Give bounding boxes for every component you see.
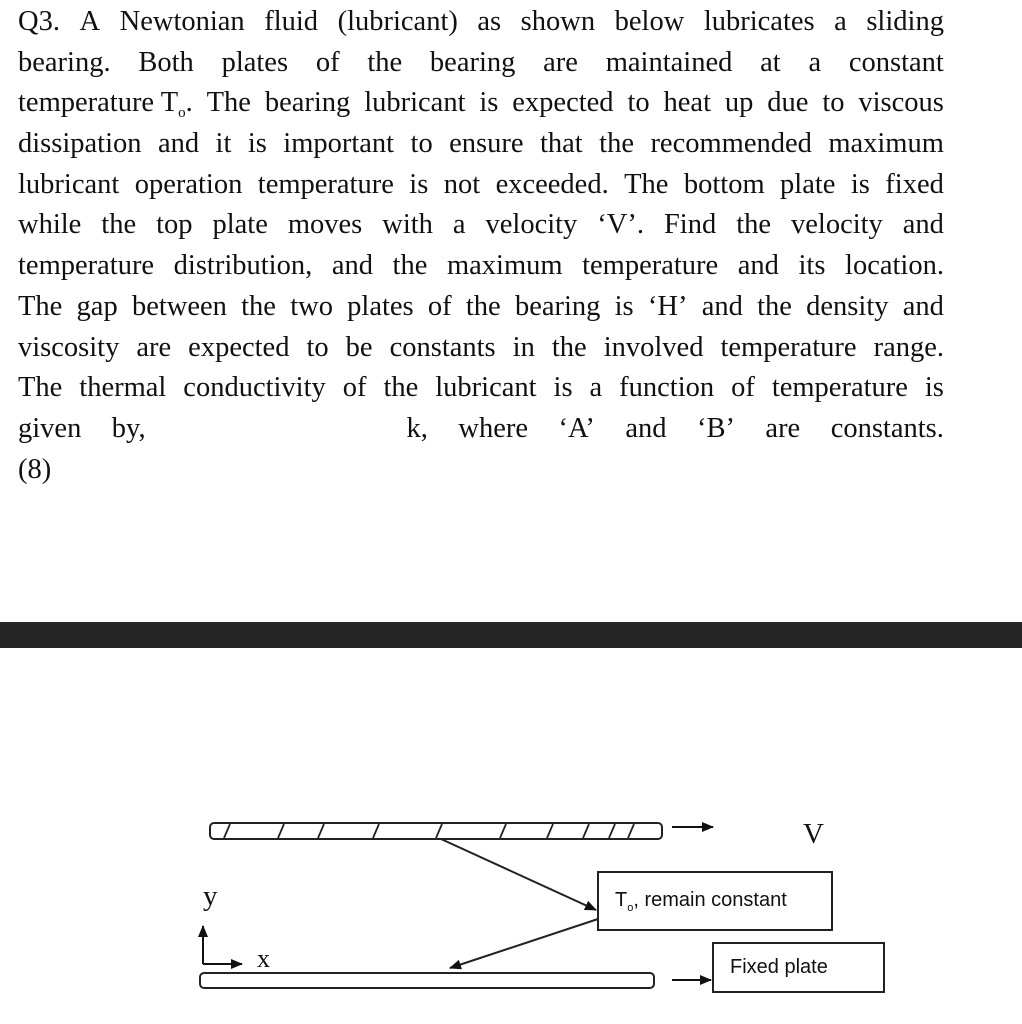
question-word: is	[409, 168, 429, 200]
question-line-9	[18, 328, 944, 369]
constant-temperature-box	[597, 871, 833, 931]
question-word: Both	[138, 46, 194, 78]
question-word: The	[18, 372, 63, 404]
question-word: ‘A’	[558, 412, 595, 444]
temperature-subscript: o	[178, 105, 186, 122]
question-word: moves	[287, 209, 363, 241]
question-line-10	[18, 368, 944, 409]
question-word: a	[808, 46, 822, 78]
question-word: thermal	[79, 372, 167, 404]
question-word: of	[731, 372, 755, 404]
question-word: is	[614, 290, 634, 322]
question-word: constants.	[830, 412, 944, 444]
question-word: and	[625, 412, 667, 444]
question-word: are	[765, 412, 801, 444]
question-word: bearing	[514, 290, 601, 322]
question-word: by,	[111, 412, 146, 444]
question-line-8	[18, 287, 944, 328]
question-word: The	[18, 290, 63, 322]
question-word: range.	[873, 331, 944, 363]
question-line-2	[18, 43, 944, 84]
question-word: as	[477, 6, 502, 37]
question-word: temperature	[720, 331, 857, 363]
question-word: be	[345, 331, 373, 363]
question-word: is	[479, 87, 499, 119]
question-word: the	[757, 290, 792, 322]
question-word: and	[737, 250, 779, 282]
question-word: are	[136, 331, 172, 363]
top-plate-pointer-arrow	[441, 839, 596, 910]
question-word: plates	[347, 290, 414, 322]
question-word: expected	[512, 87, 614, 119]
bottom-fixed-plate	[200, 973, 654, 988]
question-word: ‘H’	[647, 290, 688, 322]
question-word: to	[410, 128, 433, 160]
question-word: of	[427, 290, 452, 322]
question-word: up	[724, 87, 754, 119]
question-word: temperature	[582, 250, 719, 282]
question-word: lubricant	[18, 168, 120, 200]
question-word: are	[543, 46, 578, 78]
question-word: the	[599, 128, 634, 160]
question-word: and	[157, 128, 200, 160]
question-word: velocity	[485, 209, 578, 241]
question-line-4	[18, 124, 944, 165]
question-word: viscous	[858, 87, 944, 119]
question-word: where	[458, 412, 528, 444]
question-word: exceeded.	[495, 168, 609, 200]
question-word: plate	[780, 168, 836, 200]
question-word: temperature	[257, 168, 394, 200]
question-word: shown	[520, 6, 596, 37]
question-word: velocity	[791, 209, 883, 241]
question-word: maintained	[605, 46, 733, 78]
question-word: and	[902, 209, 944, 241]
question-word: a	[589, 372, 603, 404]
question-word: that	[539, 128, 583, 160]
question-word: Newtonian	[119, 6, 245, 37]
question-line-1	[18, 2, 944, 43]
question-line-3	[18, 83, 944, 124]
fixed-plate-label: Fixed plate	[730, 956, 828, 978]
question-word: gap	[76, 290, 118, 322]
question-word: in	[512, 331, 535, 363]
question-word: is	[924, 372, 944, 404]
question-word: bottom	[683, 168, 765, 200]
marks-label: (8)	[18, 453, 52, 485]
question-word: ensure	[449, 128, 524, 160]
question-word: the	[551, 331, 587, 363]
question-word: the	[736, 209, 772, 241]
question-word: The	[206, 87, 251, 119]
question-word: and	[701, 290, 743, 322]
question-word: is	[850, 168, 870, 200]
question-word: (lubricant)	[337, 6, 458, 37]
question-word: maximum	[828, 128, 944, 160]
fixed-plate-box	[712, 942, 885, 993]
question-text	[18, 0, 944, 490]
question-word: of	[315, 46, 340, 78]
x-axis-label: x	[257, 944, 270, 973]
question-word: bearing	[429, 46, 516, 78]
question-word: temperature	[771, 372, 908, 404]
question-word: dissipation	[18, 128, 142, 160]
question-word: below	[614, 6, 685, 37]
question-word: The	[624, 168, 669, 200]
question-word: due	[767, 87, 809, 119]
question-word: lubricant	[435, 372, 537, 404]
question-word: sliding	[866, 6, 944, 37]
y-axis-label: y	[203, 880, 218, 912]
question-word: at	[760, 46, 781, 78]
question-word: the	[101, 209, 137, 241]
formula-gap	[176, 409, 376, 450]
question-word: to	[306, 331, 329, 363]
question-word: two	[290, 290, 333, 322]
coordinate-axes	[203, 926, 242, 964]
question-word: operation	[134, 168, 243, 200]
question-word: maximum	[446, 250, 563, 282]
question-word: constants	[389, 331, 496, 363]
constant-temperature-subscript: o	[627, 901, 634, 914]
question-word: recommended	[650, 128, 812, 160]
question-word: the	[465, 290, 501, 322]
question-word: ‘V’.	[597, 209, 644, 241]
question-word: Q3.	[18, 6, 60, 37]
temperature-term: temperature $T_o$.	[18, 87, 193, 122]
question-word: involved	[603, 331, 704, 363]
question-word: important	[283, 128, 395, 160]
question-word: temperature	[18, 250, 155, 282]
question-word: plate	[212, 209, 268, 241]
question-word: not	[443, 168, 481, 200]
question-word: and	[331, 250, 373, 282]
question-word: bearing.	[18, 46, 111, 78]
question-word: fluid	[264, 6, 319, 37]
top-moving-plate	[210, 823, 662, 839]
question-word: between	[131, 290, 227, 322]
dark-divider-band	[0, 622, 1022, 648]
question-word: lubricant	[364, 87, 466, 119]
question-word: k,	[406, 412, 428, 444]
question-word: the	[392, 250, 428, 282]
question-word: A	[79, 6, 101, 37]
question-word: while	[18, 209, 82, 241]
question-word: viscosity	[18, 331, 120, 363]
question-word: of	[342, 372, 367, 404]
question-word: distribution,	[173, 250, 313, 282]
question-word: given	[18, 412, 82, 444]
question-word: plates	[221, 46, 289, 78]
question-word: it	[215, 128, 232, 160]
question-word: bearing	[264, 87, 351, 119]
velocity-label: V	[803, 818, 824, 850]
question-word: fixed	[885, 168, 944, 200]
question-word: the	[241, 290, 276, 322]
question-word: Find	[663, 209, 717, 241]
question-word: to	[822, 87, 845, 119]
question-word: conductivity	[183, 372, 326, 404]
question-line-5	[18, 165, 944, 206]
question-word: is	[247, 128, 267, 160]
bottom-plate-pointer-arrow	[450, 919, 598, 968]
question-word: constant	[848, 46, 944, 78]
question-word: and	[902, 290, 944, 322]
question-word: top	[156, 209, 193, 241]
question-word: function	[619, 372, 715, 404]
question-word: expected	[188, 331, 290, 363]
question-word: its	[798, 250, 826, 282]
question-line-7	[18, 246, 944, 287]
question-line-11	[18, 409, 944, 450]
question-word: the	[383, 372, 419, 404]
question-word: density	[806, 290, 889, 322]
question-line-6	[18, 205, 944, 246]
question-word: lubricates	[703, 6, 815, 37]
question-word: is	[553, 372, 573, 404]
question-word: a	[834, 6, 847, 37]
question-word: the	[367, 46, 403, 78]
question-word: with	[382, 209, 433, 241]
question-word: a	[452, 209, 466, 241]
bearing-diagram	[0, 648, 1022, 1024]
question-word: location.	[845, 250, 944, 282]
question-word: ‘B’	[696, 412, 735, 444]
constant-temperature-label: $T_o$, remain constant	[615, 888, 787, 914]
question-word: to	[627, 87, 650, 119]
question-word: heat	[663, 87, 711, 119]
question-marks	[18, 450, 944, 491]
